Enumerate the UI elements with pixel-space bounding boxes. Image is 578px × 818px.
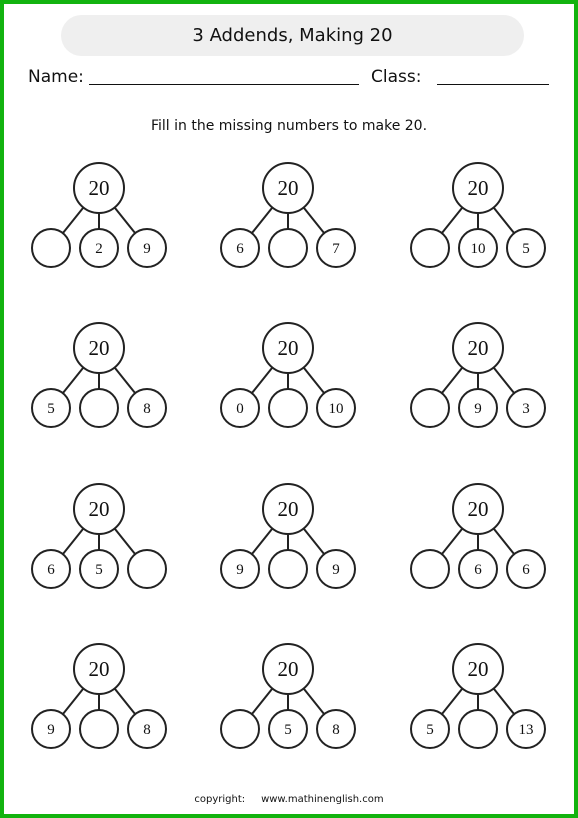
bond-connector-line <box>442 208 463 234</box>
blank-answer-circle[interactable] <box>80 710 118 748</box>
number-bond <box>32 644 166 748</box>
number-bond-grid <box>4 4 574 814</box>
bond-connector-line <box>442 368 463 394</box>
bond-connector-line <box>252 689 273 715</box>
worksheet-title: 3 Addends, Making 20 <box>61 15 524 56</box>
bond-connector-line <box>304 208 325 234</box>
bond-connector-line <box>252 529 273 555</box>
number-bond <box>32 484 166 588</box>
part-value: 5 <box>95 562 103 578</box>
blank-answer-circle[interactable] <box>411 229 449 267</box>
bond-connector-line <box>252 208 273 234</box>
part-value: 5 <box>522 241 530 257</box>
blank-answer-circle[interactable] <box>32 229 70 267</box>
blank-answer-circle[interactable] <box>269 550 307 588</box>
part-value: 3 <box>522 401 530 417</box>
part-value: 2 <box>95 241 103 257</box>
part-value: 6 <box>236 241 244 257</box>
part-value: 8 <box>143 722 151 738</box>
bond-connector-line <box>63 368 84 394</box>
total-value: 20 <box>467 336 489 360</box>
total-value: 20 <box>88 497 110 521</box>
bond-connector-line <box>442 529 463 555</box>
part-value: 5 <box>284 722 292 738</box>
bond-connector-line <box>494 529 515 555</box>
blank-answer-circle[interactable] <box>269 229 307 267</box>
total-value: 20 <box>467 497 489 521</box>
part-value: 13 <box>518 722 534 738</box>
bond-connector-line <box>63 689 84 715</box>
bond-connector-line <box>115 689 136 715</box>
bond-connector-line <box>304 529 325 555</box>
part-value: 0 <box>236 401 244 417</box>
part-value: 9 <box>47 722 55 738</box>
bond-connector-line <box>63 208 84 234</box>
number-bond <box>221 644 355 748</box>
part-value: 8 <box>332 722 340 738</box>
bond-connector-line <box>63 529 84 555</box>
part-value: 6 <box>522 562 530 578</box>
part-value: 9 <box>332 562 340 578</box>
total-value: 20 <box>467 657 489 681</box>
class-label: Class: <box>371 67 422 87</box>
bond-connector-line <box>304 689 325 715</box>
blank-answer-circle[interactable] <box>411 550 449 588</box>
bond-connector-line <box>304 368 325 394</box>
bond-connector-line <box>115 368 136 394</box>
number-bond <box>221 163 355 267</box>
part-value: 10 <box>470 241 486 257</box>
number-bond <box>411 644 545 748</box>
bond-connector-line <box>442 689 463 715</box>
total-value: 20 <box>467 176 489 200</box>
number-bond <box>411 163 545 267</box>
footer-copyright <box>4 794 574 805</box>
part-value: 5 <box>47 401 55 417</box>
number-bond <box>221 323 355 427</box>
total-value: 20 <box>277 176 299 200</box>
part-value: 9 <box>236 562 244 578</box>
bond-connector-line <box>494 368 515 394</box>
number-bond <box>411 323 545 427</box>
total-value: 20 <box>277 336 299 360</box>
blank-answer-circle[interactable] <box>459 710 497 748</box>
part-value: 10 <box>328 401 344 417</box>
bond-connector-line <box>115 529 136 555</box>
blank-answer-circle[interactable] <box>80 389 118 427</box>
total-value: 20 <box>88 176 110 200</box>
total-value: 20 <box>277 657 299 681</box>
part-value: 8 <box>143 401 151 417</box>
bond-connector-line <box>252 368 273 394</box>
bond-connector-line <box>494 689 515 715</box>
number-bond <box>221 484 355 588</box>
website-text: www.mathinenglish.com <box>261 794 384 805</box>
name-label: Name: <box>28 67 84 87</box>
copyright-label: copyright: <box>194 794 246 805</box>
blank-answer-circle[interactable] <box>221 710 259 748</box>
part-value: 6 <box>47 562 55 578</box>
part-value: 5 <box>426 722 434 738</box>
bond-connector-line <box>494 208 515 234</box>
part-value: 9 <box>474 401 482 417</box>
part-value: 6 <box>474 562 482 578</box>
number-bond <box>32 323 166 427</box>
total-value: 20 <box>88 657 110 681</box>
blank-answer-circle[interactable] <box>269 389 307 427</box>
blank-answer-circle[interactable] <box>128 550 166 588</box>
total-value: 20 <box>277 497 299 521</box>
number-bond <box>32 163 166 267</box>
instruction-text: Fill in the missing numbers to make 20. <box>150 118 428 134</box>
blank-answer-circle[interactable] <box>411 389 449 427</box>
part-value: 9 <box>143 241 151 257</box>
total-value: 20 <box>88 336 110 360</box>
number-bond <box>411 484 545 588</box>
part-value: 7 <box>332 241 340 257</box>
bond-connector-line <box>115 208 136 234</box>
